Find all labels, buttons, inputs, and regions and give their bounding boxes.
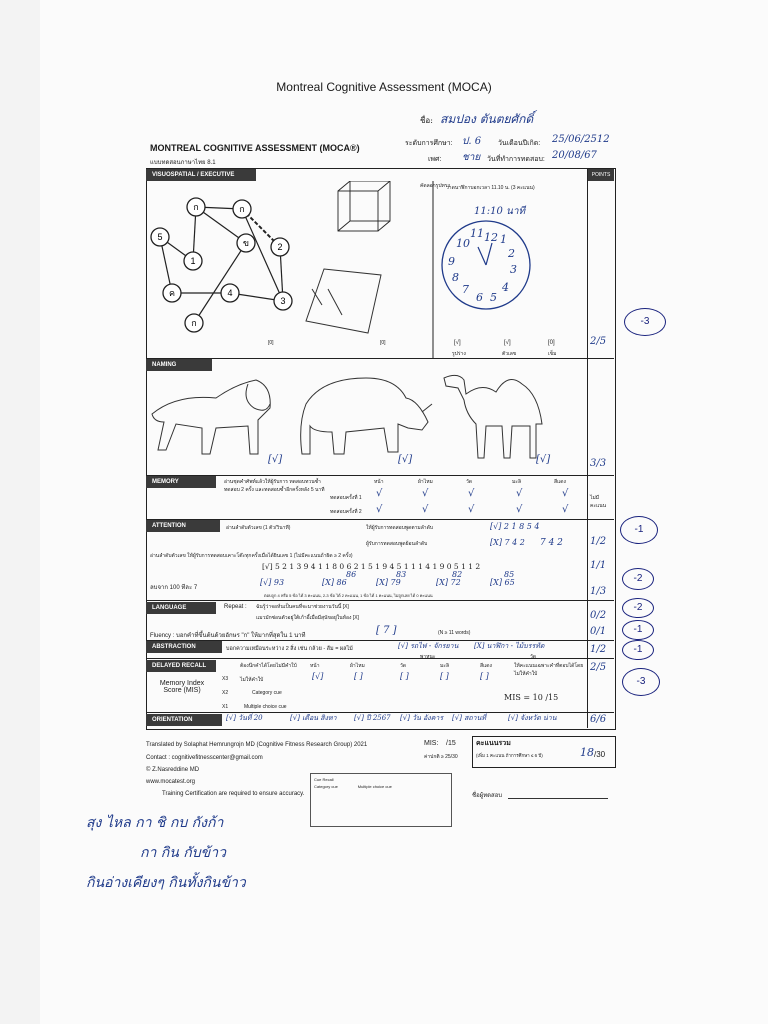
dob-label: วันเดือนปีเกิด: <box>498 140 541 147</box>
abstraction-pair-2: [X] นาฬิกา - ไม้บรรทัด <box>474 642 545 650</box>
handwritten-note-1: สุง ไหล กา ชิ กบ กังก้า <box>86 815 224 831</box>
trail-node: ข <box>242 238 250 248</box>
mis-value: MIS = 10 /15 <box>504 693 559 702</box>
footer-contact: Contact : cognitivefitnesscenter@gmail.com <box>146 755 263 761</box>
abstraction-note-1: พาหนะ <box>420 654 436 660</box>
margin-score: -3 <box>622 668 660 696</box>
fluency-score: 0/1 <box>590 626 607 637</box>
trail-node: ก <box>239 204 245 214</box>
trail-score: [0] <box>268 340 274 346</box>
naming-mark-rhino: [√] <box>398 454 413 465</box>
memory-word: ผ้าไหม <box>418 479 433 485</box>
recall-word: ผ้าไหม <box>350 663 365 669</box>
memory-check: √ <box>422 488 429 499</box>
recall-row-x2: X2 <box>222 690 229 696</box>
serial7-value: [X] 79 <box>376 578 401 587</box>
serial7-value: [√] 93 <box>260 578 285 587</box>
footer-translated: Translated by Solaphat Hemrungrojn MD (Cognitive Fitness Research Group) 2021 <box>146 742 368 748</box>
orientation-score: 6/6 <box>590 714 607 725</box>
clock-digit: 6 <box>476 291 483 304</box>
margin-score: -2 <box>622 598 654 618</box>
repeat-label: Repeat : <box>224 604 247 610</box>
backward-label: ผู้รับการทดสอบพูดย้อนลำดับ <box>366 541 428 547</box>
sex-label: เพศ: <box>428 156 442 163</box>
cue-recall-box <box>310 773 452 827</box>
memory-check: √ <box>376 488 383 499</box>
recall-mark: [ ] <box>400 672 409 681</box>
clock-note: 11:10 นาที <box>474 206 526 217</box>
recall-word: สีแดง <box>480 663 492 669</box>
repeat-sentence-1: ฉันรู้ว่าจอห์นเป็นคนที่จะมาช่วยงานวันนี้ [X] <box>256 604 349 610</box>
recall-score: 2/5 <box>590 662 607 673</box>
memory-check: √ <box>422 504 429 515</box>
abstraction-score: 1/2 <box>590 644 607 655</box>
trail-node: 1 <box>190 256 196 266</box>
fluency-value: [ 7 ] <box>376 625 397 636</box>
digits-score: 1/2 <box>590 536 607 547</box>
mis-label: Memory Index Score (MIS) <box>159 680 205 694</box>
orientation-item: [√] เดือน สิงหา <box>290 714 337 722</box>
section-naming: NAMING <box>146 359 212 371</box>
trail-node: ค <box>168 288 176 298</box>
footer-mis-value: /15 <box>446 740 456 747</box>
hands-label: เข็ม <box>548 351 557 357</box>
section-attention: ATTENTION <box>146 520 220 532</box>
footer-training: Training Certification are required to ensure accuracy. <box>162 791 305 797</box>
cube-score: [0] <box>380 340 386 346</box>
memory-trial1-label: ทดสอบครั้งที่ 1 <box>330 495 362 501</box>
recall-row-x3-label: ไม่ให้คำใบ้ <box>240 677 264 683</box>
rhino-drawing <box>301 378 432 454</box>
margin-score: -3 <box>624 308 666 336</box>
total-max: /30 <box>594 750 606 759</box>
forward-digits: [√] 2 1 8 5 4 <box>490 522 540 531</box>
memory-check: √ <box>562 504 569 515</box>
visuospatial-score: 2/5 <box>590 336 607 347</box>
clock-digit: 10 <box>456 237 470 250</box>
serial7-written: 82 <box>452 570 463 579</box>
recall-row-x1: X1 <box>222 704 229 710</box>
clock-digit: 7 <box>462 283 469 296</box>
total-value: 18 <box>580 746 594 759</box>
divider <box>146 600 614 601</box>
contour-label: รูปร่าง <box>452 351 466 357</box>
memory-trial2-label: ทดสอบครั้งที่ 2 <box>330 509 362 515</box>
recall-instruction: ต้องนึกคำได้โดยไม่มีคำใบ้ <box>240 663 297 669</box>
form-title: MONTREAL COGNITIVE ASSESSMENT (MOCA®) <box>150 143 360 153</box>
page-edge <box>0 0 40 1024</box>
clock-digit: 4 <box>502 281 509 294</box>
orientation-item: [√] สถานที่ <box>452 714 486 722</box>
serial7-written: 85 <box>504 570 515 579</box>
forward-label: ให้ผู้รับการทดสอบพูดตามลำดับ <box>366 525 434 531</box>
margin-score: -2 <box>622 568 654 590</box>
handwritten-note-3: กินอ่างเคียงๆ กินทั้งกินข้าว <box>86 875 246 891</box>
trail-node: ก <box>193 202 199 212</box>
letters-sequence: [√] 5 2 1 3 9 4 1 1 8 0 6 2 1 5 1 9 4 5 1 1 1 4 1 9 0 5 1 1 2 <box>262 562 481 571</box>
copy-cube-label: คัดลอกรูปทรง <box>420 183 450 189</box>
form-version: แบบทดสอบภาษาไทย 8.1 <box>150 160 216 166</box>
handwritten-note-2: กา กิน กับข้าว <box>140 845 226 861</box>
numbers-mark: [√] <box>504 340 511 346</box>
orientation-item: [√] ปี 2567 <box>354 714 391 722</box>
memory-check: √ <box>516 504 523 515</box>
footer-website: www.mocatest.org <box>146 779 196 785</box>
footer-normal: ค่าปกติ ≥ 25/30 <box>424 754 458 760</box>
backward-written: 7 4 2 <box>540 538 563 548</box>
clock-digit: 12 <box>484 231 498 244</box>
memory-check: √ <box>468 504 475 515</box>
repeat-score: 0/2 <box>590 610 607 621</box>
recall-word: วัด <box>400 663 407 669</box>
total-label: คะแนนรวม <box>476 740 511 747</box>
divider <box>146 658 614 659</box>
abstraction-instruction: บอกความเหมือนระหว่าง 2 สิ่ง เช่น กล้วย - ส้ม = ผลไม้ <box>226 646 353 652</box>
recall-mark: [ ] <box>480 672 489 681</box>
name-value: สมปอง ตันตยศักดิ์ <box>440 112 534 126</box>
serial7-instruction: ลบจาก 100 ทีละ 7 <box>150 585 198 591</box>
section-orientation: ORIENTATION <box>146 714 222 726</box>
recall-mark: [ ] <box>440 672 449 681</box>
recall-row-x2-label: Category cue <box>252 690 282 696</box>
cube-copy-drawing <box>306 269 381 333</box>
clock-instruction: วาดนาฬิกาบอกเวลา 11.10 น. (3 คะแนน) <box>446 185 535 191</box>
contour-mark: [√] <box>454 340 461 346</box>
recall-word: มะลิ <box>440 663 450 669</box>
serial7-value: [X] 86 <box>322 578 347 587</box>
recall-row-x3: X3 <box>222 676 229 682</box>
recall-row-x1-label: Multiple choice cue <box>244 704 287 710</box>
points-header: POINTS <box>588 169 614 181</box>
examiner-line <box>508 798 608 799</box>
camel-drawing <box>444 375 542 458</box>
orientation-item: [√] จังหวัด น่าน <box>508 714 557 722</box>
memory-check: √ <box>562 488 569 499</box>
trail-node: 3 <box>280 296 286 306</box>
section-visuospatial: VISUOSPATIAL / EXECUTIVE <box>146 169 256 181</box>
section-delayed-recall: DELAYED RECALL <box>146 660 216 672</box>
fluency-criterion: (N ≥ 11 words) <box>438 630 471 636</box>
cue-title: Cue Recall <box>314 777 334 782</box>
clock-digit: 9 <box>448 255 455 268</box>
test-date-value: 20/08/67 <box>552 150 597 161</box>
abstraction-pair-1: [√] รถไฟ - จักรยาน <box>398 642 459 650</box>
education-bonus: (เพิ่ม 1 คะแนน ถ้าการศึกษา ≤ 6 ปี) <box>476 753 543 758</box>
lion-drawing <box>152 380 270 454</box>
serial7-value: [X] 65 <box>490 578 515 587</box>
hands-mark: [0] <box>548 340 555 346</box>
letters-score: 1/1 <box>590 560 607 571</box>
margin-score: -1 <box>622 620 654 640</box>
test-date-label: วันที่ทำการทดสอบ: <box>487 156 545 163</box>
clock-digit: 8 <box>452 271 459 284</box>
serial7-score: 1/3 <box>590 586 607 597</box>
digits-instruction: อ่านลำดับตัวเลข (1 ตัว/วินาที) <box>226 525 291 531</box>
numbers-label: ตัวเลข <box>502 351 517 357</box>
memory-word: มะลิ <box>512 479 522 485</box>
section-abstraction: ABSTRACTION <box>146 641 222 653</box>
section-language: LANGUAGE <box>146 602 216 614</box>
examiner-label: ชื่อผู้ทดสอบ <box>472 793 503 799</box>
section-memory: MEMORY <box>146 476 216 488</box>
memory-word: วัด <box>466 479 473 485</box>
education-value: ป. 6 <box>462 136 482 147</box>
margin-score: -1 <box>620 516 658 544</box>
memory-check: √ <box>516 488 523 499</box>
memory-instruction: อ่านชุดคำศัพท์แล้วให้ผู้รับการ ทดสอบทวนซ้ำ ทดสอบ 2 ครั้ง และทดสอบซ้ำอีกครั้งหลัง 5 นาที <box>224 479 325 493</box>
recall-points-note: ให้คะแนนเฉพาะคำที่ตอบได้โดยไม่ให้คำใบ้ <box>514 663 584 677</box>
trail-node: 4 <box>227 288 233 298</box>
cue-col-1: Category cue <box>314 784 338 789</box>
education-label: ระดับการศึกษา: <box>405 140 453 147</box>
abstraction-note-2: วัด <box>530 654 537 660</box>
memory-check: √ <box>376 504 383 515</box>
clock-digit: 5 <box>490 291 497 304</box>
clock-digit: 1 <box>500 233 507 246</box>
memory-no-points: ไม่มีคะแนน <box>590 495 607 509</box>
naming-mark-camel: [√] <box>536 454 551 465</box>
clock-digit: 3 <box>510 263 517 276</box>
memory-word: สีแดง <box>554 479 566 485</box>
margin-score: -1 <box>622 640 654 660</box>
serial7-value: [X] 72 <box>436 578 461 587</box>
cube-drawing <box>338 181 390 231</box>
sex-value: ชาย <box>462 152 481 163</box>
recall-mark: [√] <box>312 672 324 681</box>
naming-animals <box>146 364 587 474</box>
dob-value: 25/06/2512 <box>552 134 610 145</box>
cue-col-2: Multiple choice cue <box>357 784 392 789</box>
trail-node: ก <box>191 318 197 328</box>
trail-node: 2 <box>277 242 283 252</box>
recall-mark: [ ] <box>354 672 363 681</box>
trail-node: 5 <box>157 232 163 242</box>
letters-instruction: อ่านลำดับตัวเลข ให้ผู้รับการทดสอบเคาะโต๊ะทุกครั้งเมื่อได้ยินเลข 1 (ไม่มีคะแนนถ้าผิด ≥ 2 ครั้ง) <box>150 553 353 559</box>
serial7-written: 83 <box>396 570 407 579</box>
serial7-note: ตอบถูก 4 หรือ 5 ข้อ ได้ 3 คะแนน, 2-3 ข้อ ได้ 2 คะแนน, 1 ข้อ ได้ 1 คะแนน, ไม่ถูกเลย ได้ 0 คะแนน <box>264 593 433 598</box>
repeat-sentence-2: แมวมักซ่อนตัวอยู่ใต้เก้าอี้เมื่อมีสุนัขอยู่ในห้อง [X] <box>256 615 359 621</box>
fluency-label: Fluency : บอกคำที่ขึ้นต้นด้วยอักษร "ก" ให้มากที่สุดใน 1 นาที <box>150 633 306 639</box>
orientation-item: [√] วันที่ 20 <box>226 714 263 722</box>
memory-word: หน้า <box>374 479 384 485</box>
serial7-written: 86 <box>346 570 357 579</box>
name-label: ชื่อ: <box>420 116 433 125</box>
naming-score: 3/3 <box>590 458 607 469</box>
recall-word: หน้า <box>310 663 320 669</box>
orientation-item: [√] วัน อังคาร <box>400 714 444 722</box>
memory-check: √ <box>468 488 475 499</box>
divider <box>146 358 614 359</box>
naming-mark-lion: [√] <box>268 454 283 465</box>
clock-digit: 2 <box>508 247 515 260</box>
clock-digit: 11 <box>470 227 484 240</box>
divider <box>146 475 614 476</box>
footer-copyright: © Z.Nasreddine MD <box>146 767 200 773</box>
backward-digits: [X] 7 4 2 <box>490 538 525 547</box>
document-title: Montreal Cognitive Assessment (MOCA) <box>276 80 492 94</box>
footer-mis-label: MIS: <box>424 740 439 747</box>
